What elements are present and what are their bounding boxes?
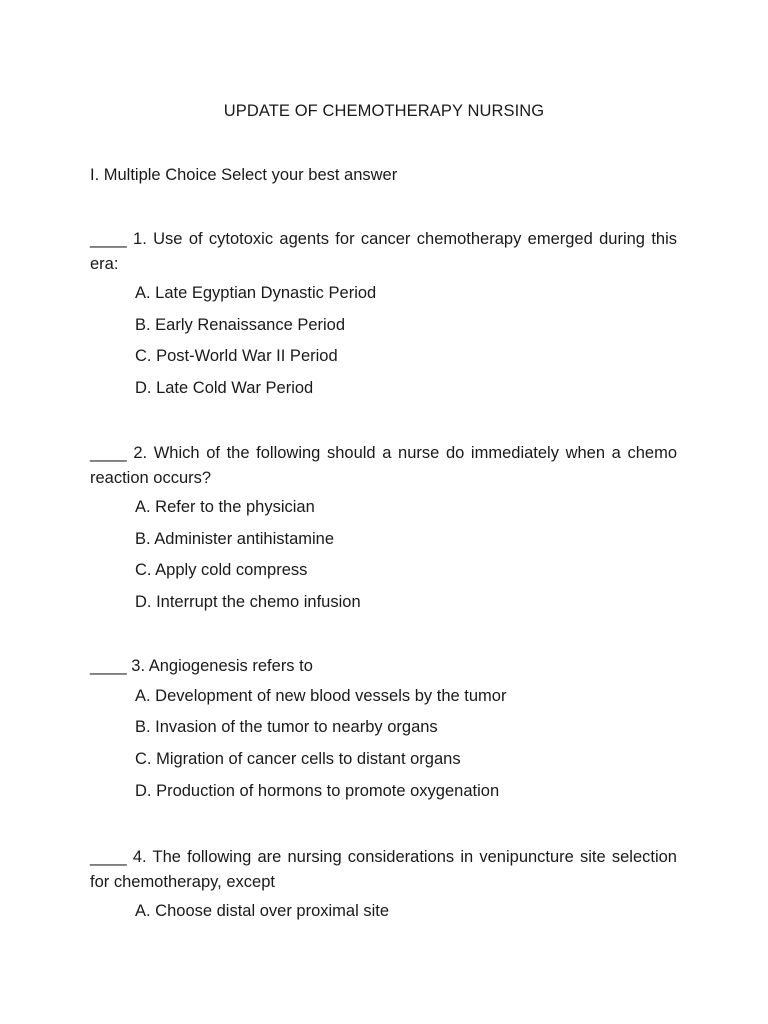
page-title: UPDATE OF CHEMOTHERAPY NURSING	[223, 102, 545, 120]
answer-option: B. Invasion of the tumor to nearby organs	[135, 718, 438, 737]
question-4	[90, 845, 677, 932]
answer-option: C. Post-World War II Period	[135, 347, 338, 366]
answer-option: C. Migration of cancer cells to distant organs	[135, 749, 461, 768]
answer-option: C. Apply cold compress	[135, 561, 308, 580]
answer-option: D. Production of hormons to promote oxygenation	[135, 781, 500, 800]
question-stem: ____ 2. Which of the following should a nurse do immediately when a chemo reaction occurs?	[90, 444, 677, 487]
answer-option: A. Development of new blood vessels by the tumor	[135, 686, 507, 705]
answer-options	[90, 685, 677, 812]
question-stem: ____ 1. Use of cytotoxic agents for cancer chemotherapy emerged during this era:	[90, 230, 677, 273]
question-2	[90, 441, 677, 623]
question-stem: ____ 4. The following are nursing considerations in venipuncture site selection for chemotherapy, except	[90, 848, 677, 891]
section-heading: I. Multiple Choice Select your best answer	[90, 166, 398, 184]
question-stem: ____ 3. Angiogenesis refers to	[90, 657, 313, 675]
answer-option: A. Choose distal over proximal site	[135, 902, 390, 920]
answer-options	[90, 496, 677, 623]
answer-options	[90, 900, 677, 932]
answer-option: D. Interrupt the chemo infusion	[135, 593, 361, 612]
answer-option: B. Early Renaissance Period	[135, 315, 346, 334]
answer-option: A. Refer to the physician	[135, 498, 315, 516]
question-3	[90, 654, 677, 811]
answer-option: D. Late Cold War Period	[135, 379, 314, 398]
answer-option: A. Late Egyptian Dynastic Period	[135, 284, 377, 302]
answer-option: B. Administer antihistamine	[135, 529, 335, 548]
answer-options	[90, 282, 677, 409]
question-1	[90, 227, 677, 409]
